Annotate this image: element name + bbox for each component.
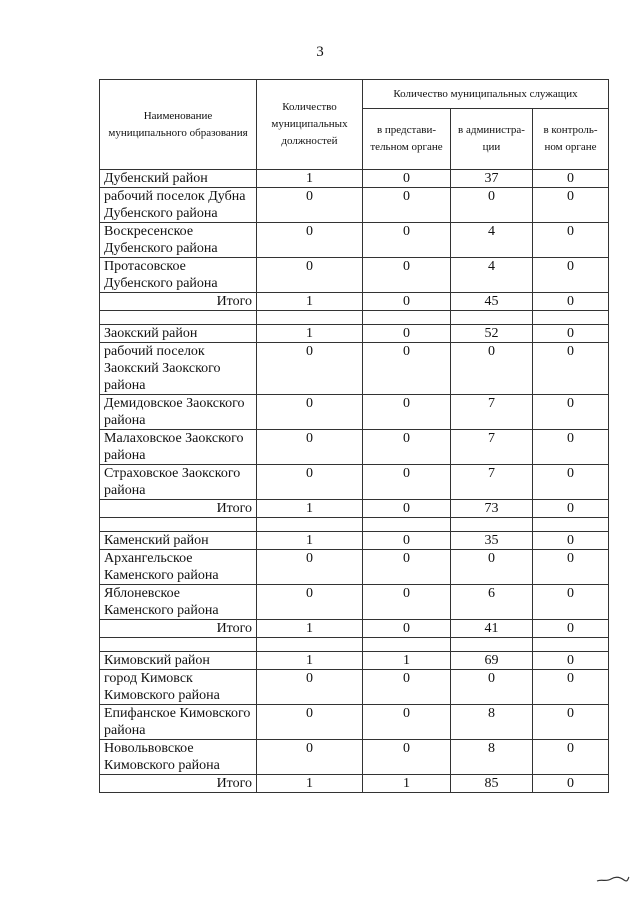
row-name: Каменский район <box>100 532 257 550</box>
row-control: 0 <box>533 188 609 223</box>
table-row <box>100 170 609 188</box>
row-positions: 0 <box>257 258 363 293</box>
table-row <box>100 740 609 775</box>
row-representative: 0 <box>363 170 451 188</box>
row-administration: 37 <box>451 170 533 188</box>
total-representative: 0 <box>363 293 451 311</box>
total-administration: 45 <box>451 293 533 311</box>
total-label: Итого <box>100 775 257 793</box>
row-positions: 0 <box>257 550 363 585</box>
row-representative: 0 <box>363 585 451 620</box>
table-row <box>100 258 609 293</box>
row-name: город Кимовск Кимовского района <box>100 670 257 705</box>
row-representative: 0 <box>363 532 451 550</box>
row-administration: 7 <box>451 395 533 430</box>
row-name: Заокский район <box>100 325 257 343</box>
row-administration: 52 <box>451 325 533 343</box>
table-body <box>100 170 609 793</box>
row-administration: 4 <box>451 223 533 258</box>
row-control: 0 <box>533 670 609 705</box>
row-control: 0 <box>533 258 609 293</box>
table-row <box>100 465 609 500</box>
table-row <box>100 670 609 705</box>
row-representative: 1 <box>363 652 451 670</box>
row-name: Епифанское Кимовского района <box>100 705 257 740</box>
row-control: 0 <box>533 170 609 188</box>
spacer-cell <box>363 311 451 325</box>
row-name: Новольвовское Кимовского района <box>100 740 257 775</box>
table-row <box>100 705 609 740</box>
row-administration: 8 <box>451 740 533 775</box>
row-name: рабочий поселок Дубна Дубенского района <box>100 188 257 223</box>
row-control: 0 <box>533 652 609 670</box>
total-administration: 85 <box>451 775 533 793</box>
spacer-cell <box>363 638 451 652</box>
row-administration: 7 <box>451 465 533 500</box>
header-name: Наименование муниципального образования <box>100 80 257 170</box>
row-positions: 1 <box>257 170 363 188</box>
row-representative: 0 <box>363 465 451 500</box>
row-representative: 0 <box>363 705 451 740</box>
table-row <box>100 188 609 223</box>
total-control: 0 <box>533 620 609 638</box>
table-row <box>100 550 609 585</box>
table-row <box>100 223 609 258</box>
row-positions: 0 <box>257 705 363 740</box>
spacer-cell <box>100 311 257 325</box>
row-control: 0 <box>533 585 609 620</box>
spacer-cell <box>363 518 451 532</box>
total-control: 0 <box>533 775 609 793</box>
row-administration: 0 <box>451 550 533 585</box>
row-administration: 35 <box>451 532 533 550</box>
spacer-cell <box>451 311 533 325</box>
row-representative: 0 <box>363 740 451 775</box>
row-representative: 0 <box>363 670 451 705</box>
row-administration: 6 <box>451 585 533 620</box>
row-name: Воскресенское Дубенского района <box>100 223 257 258</box>
row-representative: 0 <box>363 430 451 465</box>
spacer-cell <box>533 638 609 652</box>
table-row <box>100 652 609 670</box>
row-representative: 0 <box>363 395 451 430</box>
row-administration: 7 <box>451 430 533 465</box>
header-control: в контроль-ном органе <box>533 109 609 170</box>
total-administration: 73 <box>451 500 533 518</box>
row-name: Кимовский район <box>100 652 257 670</box>
row-administration: 4 <box>451 258 533 293</box>
total-label: Итого <box>100 620 257 638</box>
row-positions: 1 <box>257 652 363 670</box>
row-representative: 0 <box>363 343 451 395</box>
row-name: Страховское Заокского района <box>100 465 257 500</box>
spacer-cell <box>533 518 609 532</box>
row-control: 0 <box>533 395 609 430</box>
total-row <box>100 500 609 518</box>
total-row <box>100 620 609 638</box>
table-row <box>100 532 609 550</box>
row-control: 0 <box>533 325 609 343</box>
table-row <box>100 395 609 430</box>
header-administration: в администра-ции <box>451 109 533 170</box>
row-control: 0 <box>533 223 609 258</box>
row-positions: 0 <box>257 740 363 775</box>
row-positions: 0 <box>257 343 363 395</box>
row-name: Архангельское Каменского района <box>100 550 257 585</box>
spacer-cell <box>100 638 257 652</box>
table-row <box>100 585 609 620</box>
total-label: Итого <box>100 293 257 311</box>
row-control: 0 <box>533 550 609 585</box>
total-positions: 1 <box>257 775 363 793</box>
row-administration: 0 <box>451 188 533 223</box>
row-administration: 0 <box>451 343 533 395</box>
row-positions: 1 <box>257 325 363 343</box>
total-positions: 1 <box>257 500 363 518</box>
page-number: 3 <box>316 44 324 60</box>
row-representative: 0 <box>363 223 451 258</box>
header-employees-group: Количество муниципальных служащих <box>363 80 609 109</box>
total-positions: 1 <box>257 620 363 638</box>
row-representative: 0 <box>363 188 451 223</box>
row-positions: 1 <box>257 532 363 550</box>
row-administration: 69 <box>451 652 533 670</box>
row-positions: 0 <box>257 188 363 223</box>
row-control: 0 <box>533 465 609 500</box>
municipal-staff-table <box>99 79 609 793</box>
row-positions: 0 <box>257 465 363 500</box>
row-representative: 0 <box>363 325 451 343</box>
spacer-cell <box>451 518 533 532</box>
spacer-cell <box>257 311 363 325</box>
spacer-cell <box>100 518 257 532</box>
total-representative: 1 <box>363 775 451 793</box>
row-control: 0 <box>533 343 609 395</box>
signature-mark <box>596 875 630 883</box>
spacer-cell <box>533 311 609 325</box>
total-control: 0 <box>533 293 609 311</box>
row-positions: 0 <box>257 670 363 705</box>
row-administration: 0 <box>451 670 533 705</box>
spacer-cell <box>257 518 363 532</box>
total-row <box>100 293 609 311</box>
row-administration: 8 <box>451 705 533 740</box>
row-name: Протасовское Дубенского района <box>100 258 257 293</box>
total-representative: 0 <box>363 500 451 518</box>
spacer-row <box>100 638 609 652</box>
row-positions: 0 <box>257 585 363 620</box>
row-representative: 0 <box>363 258 451 293</box>
row-control: 0 <box>533 740 609 775</box>
row-representative: 0 <box>363 550 451 585</box>
spacer-row <box>100 518 609 532</box>
table-row <box>100 430 609 465</box>
spacer-cell <box>451 638 533 652</box>
total-row <box>100 775 609 793</box>
row-positions: 0 <box>257 395 363 430</box>
row-name: рабочий поселок Заокский Заокского района <box>100 343 257 395</box>
header-representative: в представи-тельном органе <box>363 109 451 170</box>
row-control: 0 <box>533 705 609 740</box>
total-control: 0 <box>533 500 609 518</box>
spacer-cell <box>257 638 363 652</box>
row-control: 0 <box>533 532 609 550</box>
row-positions: 0 <box>257 430 363 465</box>
row-control: 0 <box>533 430 609 465</box>
row-name: Демидовское Заокского района <box>100 395 257 430</box>
spacer-row <box>100 311 609 325</box>
total-administration: 41 <box>451 620 533 638</box>
table-row <box>100 325 609 343</box>
total-representative: 0 <box>363 620 451 638</box>
table-row <box>100 343 609 395</box>
row-name: Малаховское Заокского района <box>100 430 257 465</box>
row-name: Яблоневское Каменского района <box>100 585 257 620</box>
header-positions: Количество муниципальных должностей <box>257 80 363 170</box>
total-label: Итого <box>100 500 257 518</box>
row-positions: 0 <box>257 223 363 258</box>
row-name: Дубенский район <box>100 170 257 188</box>
total-positions: 1 <box>257 293 363 311</box>
